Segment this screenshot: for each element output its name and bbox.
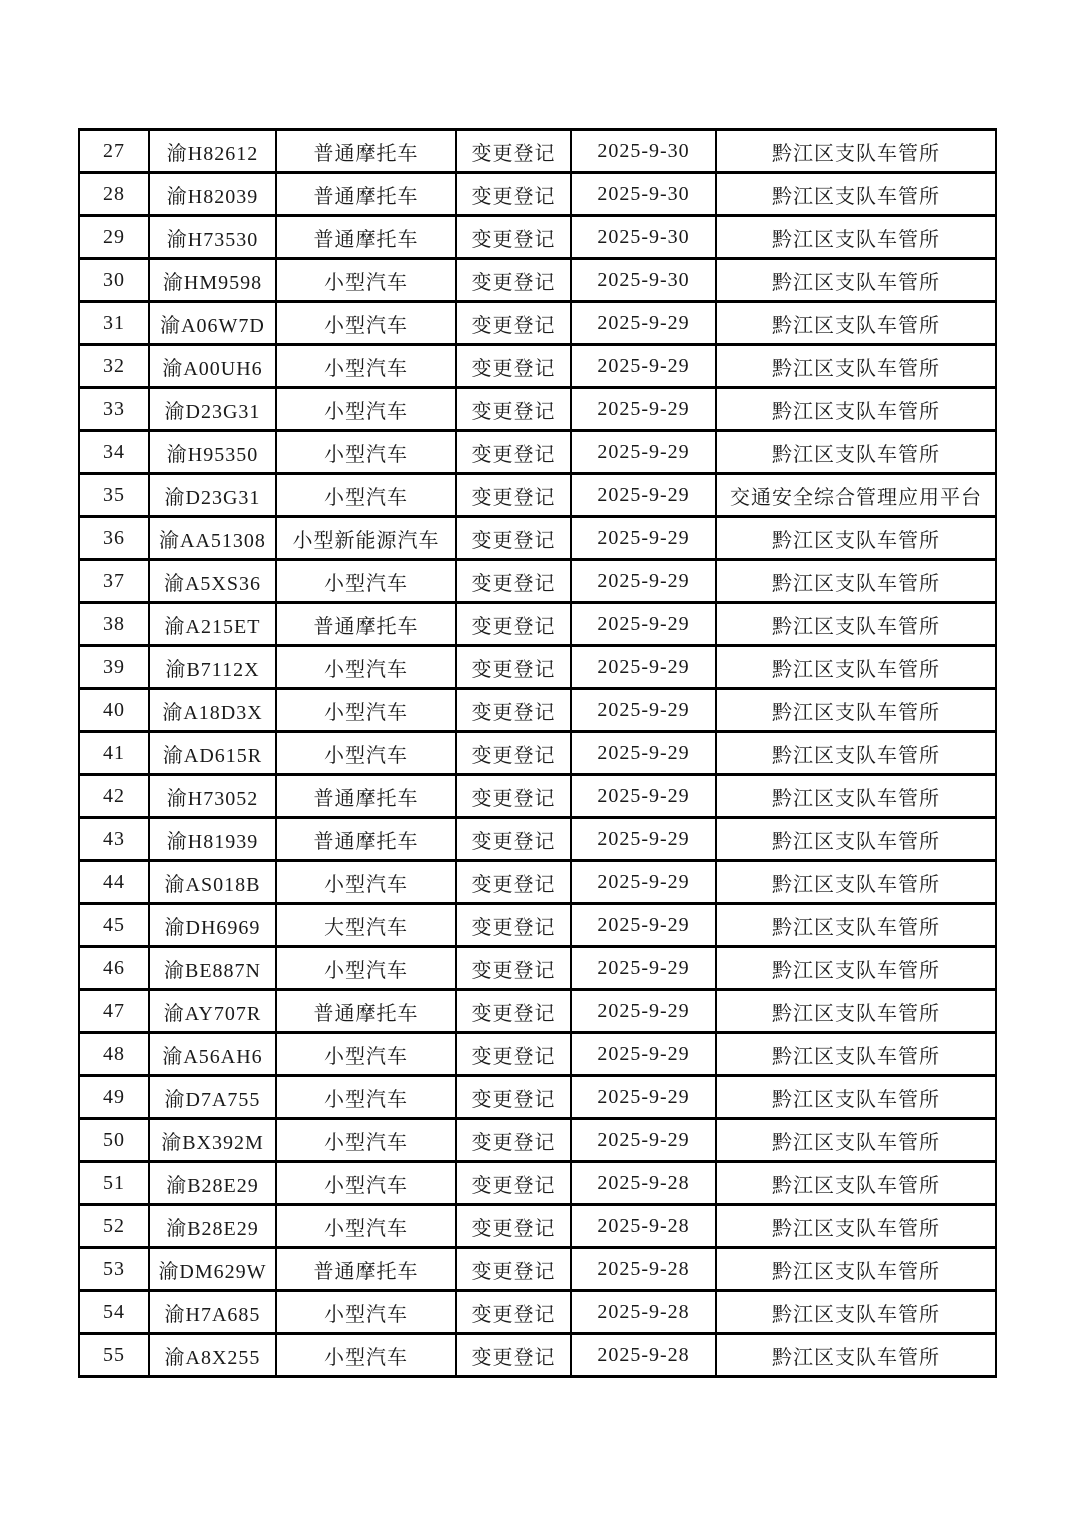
cell-plate-number: 渝HM9598: [149, 259, 276, 302]
table-row: [79, 216, 996, 259]
table-row: [79, 130, 996, 173]
cell-row-number: 46: [79, 947, 149, 990]
cell-row-number: 36: [79, 517, 149, 560]
cell-office: 黔江区支队车管所: [716, 130, 996, 173]
cell-row-number: 55: [79, 1334, 149, 1377]
cell-plate-number: 渝AS018B: [149, 861, 276, 904]
cell-row-number: 43: [79, 818, 149, 861]
cell-row-number: 39: [79, 646, 149, 689]
cell-plate-number: 渝H82612: [149, 130, 276, 173]
cell-vehicle-type: 小型汽车: [276, 560, 456, 603]
cell-date: 2025-9-28: [571, 1334, 716, 1377]
cell-date: 2025-9-29: [571, 517, 716, 560]
cell-vehicle-type: 普通摩托车: [276, 130, 456, 173]
cell-vehicle-type: 小型汽车: [276, 1334, 456, 1377]
cell-vehicle-type: 普通摩托车: [276, 990, 456, 1033]
table-row: [79, 345, 996, 388]
cell-vehicle-type: 小型汽车: [276, 1162, 456, 1205]
cell-date: 2025-9-29: [571, 861, 716, 904]
cell-vehicle-type: 普通摩托车: [276, 603, 456, 646]
cell-date: 2025-9-30: [571, 259, 716, 302]
cell-plate-number: 渝H73052: [149, 775, 276, 818]
table-row: [79, 947, 996, 990]
cell-office: 黔江区支队车管所: [716, 560, 996, 603]
cell-business-type: 变更登记: [456, 646, 571, 689]
cell-vehicle-type: 小型汽车: [276, 1033, 456, 1076]
cell-business-type: 变更登记: [456, 431, 571, 474]
cell-business-type: 变更登记: [456, 1291, 571, 1334]
cell-office: 黔江区支队车管所: [716, 173, 996, 216]
cell-vehicle-type: 小型汽车: [276, 345, 456, 388]
registration-table-body: [79, 130, 996, 1377]
table-row: [79, 990, 996, 1033]
cell-business-type: 变更登记: [456, 216, 571, 259]
cell-row-number: 40: [79, 689, 149, 732]
cell-vehicle-type: 小型汽车: [276, 259, 456, 302]
cell-vehicle-type: 普通摩托车: [276, 1248, 456, 1291]
cell-vehicle-type: 小型汽车: [276, 732, 456, 775]
cell-date: 2025-9-29: [571, 904, 716, 947]
cell-business-type: 变更登记: [456, 1119, 571, 1162]
cell-office: 黔江区支队车管所: [716, 689, 996, 732]
cell-row-number: 34: [79, 431, 149, 474]
cell-date: 2025-9-28: [571, 1162, 716, 1205]
cell-office: 黔江区支队车管所: [716, 517, 996, 560]
cell-plate-number: 渝H81939: [149, 818, 276, 861]
cell-plate-number: 渝A56AH6: [149, 1033, 276, 1076]
cell-business-type: 变更登记: [456, 689, 571, 732]
cell-plate-number: 渝DH6969: [149, 904, 276, 947]
cell-row-number: 54: [79, 1291, 149, 1334]
cell-business-type: 变更登记: [456, 775, 571, 818]
cell-plate-number: 渝A06W7D: [149, 302, 276, 345]
table-row: [79, 904, 996, 947]
cell-row-number: 52: [79, 1205, 149, 1248]
cell-plate-number: 渝A00UH6: [149, 345, 276, 388]
cell-date: 2025-9-29: [571, 302, 716, 345]
cell-date: 2025-9-29: [571, 689, 716, 732]
cell-vehicle-type: 普通摩托车: [276, 818, 456, 861]
cell-row-number: 38: [79, 603, 149, 646]
table-row: [79, 474, 996, 517]
cell-business-type: 变更登记: [456, 1033, 571, 1076]
cell-row-number: 47: [79, 990, 149, 1033]
cell-office: 黔江区支队车管所: [716, 947, 996, 990]
cell-office: 黔江区支队车管所: [716, 216, 996, 259]
cell-plate-number: 渝A18D3X: [149, 689, 276, 732]
cell-date: 2025-9-29: [571, 474, 716, 517]
cell-plate-number: 渝B28E29: [149, 1162, 276, 1205]
cell-office: 黔江区支队车管所: [716, 1291, 996, 1334]
cell-office: 黔江区支队车管所: [716, 904, 996, 947]
cell-business-type: 变更登记: [456, 474, 571, 517]
cell-row-number: 51: [79, 1162, 149, 1205]
cell-business-type: 变更登记: [456, 259, 571, 302]
cell-vehicle-type: 小型汽车: [276, 388, 456, 431]
cell-vehicle-type: 小型新能源汽车: [276, 517, 456, 560]
table-row: [79, 818, 996, 861]
cell-row-number: 50: [79, 1119, 149, 1162]
cell-date: 2025-9-28: [571, 1205, 716, 1248]
cell-row-number: 28: [79, 173, 149, 216]
cell-row-number: 53: [79, 1248, 149, 1291]
vehicle-registration-table: [78, 128, 997, 1378]
cell-row-number: 31: [79, 302, 149, 345]
table-row: [79, 173, 996, 216]
cell-vehicle-type: 小型汽车: [276, 689, 456, 732]
cell-office: 黔江区支队车管所: [716, 431, 996, 474]
cell-office: 黔江区支队车管所: [716, 1119, 996, 1162]
cell-office: 黔江区支队车管所: [716, 861, 996, 904]
table-row: [79, 1334, 996, 1377]
cell-date: 2025-9-29: [571, 1033, 716, 1076]
cell-date: 2025-9-29: [571, 345, 716, 388]
cell-vehicle-type: 小型汽车: [276, 1119, 456, 1162]
table-row: [79, 302, 996, 345]
table-row: [79, 1162, 996, 1205]
cell-business-type: 变更登记: [456, 904, 571, 947]
cell-plate-number: 渝H82039: [149, 173, 276, 216]
table-row: [79, 1076, 996, 1119]
cell-business-type: 变更登记: [456, 603, 571, 646]
cell-date: 2025-9-29: [571, 560, 716, 603]
cell-office: 黔江区支队车管所: [716, 775, 996, 818]
cell-plate-number: 渝B28E29: [149, 1205, 276, 1248]
cell-business-type: 变更登记: [456, 1334, 571, 1377]
cell-row-number: 27: [79, 130, 149, 173]
table-row: [79, 603, 996, 646]
cell-plate-number: 渝AD615R: [149, 732, 276, 775]
cell-business-type: 变更登记: [456, 1076, 571, 1119]
cell-office: 黔江区支队车管所: [716, 388, 996, 431]
cell-plate-number: 渝H7A685: [149, 1291, 276, 1334]
cell-row-number: 41: [79, 732, 149, 775]
table-row: [79, 861, 996, 904]
cell-business-type: 变更登记: [456, 1162, 571, 1205]
cell-vehicle-type: 小型汽车: [276, 1291, 456, 1334]
cell-business-type: 变更登记: [456, 130, 571, 173]
cell-business-type: 变更登记: [456, 861, 571, 904]
cell-plate-number: 渝A5XS36: [149, 560, 276, 603]
table-row: [79, 388, 996, 431]
cell-plate-number: 渝B7112X: [149, 646, 276, 689]
cell-vehicle-type: 小型汽车: [276, 1205, 456, 1248]
cell-business-type: 变更登记: [456, 173, 571, 216]
cell-date: 2025-9-29: [571, 818, 716, 861]
cell-row-number: 45: [79, 904, 149, 947]
cell-date: 2025-9-29: [571, 1119, 716, 1162]
cell-office: 黔江区支队车管所: [716, 1033, 996, 1076]
cell-plate-number: 渝AY707R: [149, 990, 276, 1033]
cell-plate-number: 渝A215ET: [149, 603, 276, 646]
cell-date: 2025-9-29: [571, 431, 716, 474]
cell-vehicle-type: 普通摩托车: [276, 216, 456, 259]
table-row: [79, 732, 996, 775]
table-row: [79, 775, 996, 818]
cell-vehicle-type: 小型汽车: [276, 431, 456, 474]
cell-vehicle-type: 普通摩托车: [276, 173, 456, 216]
cell-office: 黔江区支队车管所: [716, 603, 996, 646]
cell-office: 黔江区支队车管所: [716, 1162, 996, 1205]
cell-row-number: 29: [79, 216, 149, 259]
cell-office: 黔江区支队车管所: [716, 1248, 996, 1291]
cell-business-type: 变更登记: [456, 560, 571, 603]
cell-vehicle-type: 小型汽车: [276, 947, 456, 990]
cell-business-type: 变更登记: [456, 302, 571, 345]
table-row: [79, 431, 996, 474]
cell-vehicle-type: 小型汽车: [276, 474, 456, 517]
cell-date: 2025-9-29: [571, 1076, 716, 1119]
cell-business-type: 变更登记: [456, 345, 571, 388]
cell-row-number: 49: [79, 1076, 149, 1119]
cell-business-type: 变更登记: [456, 1248, 571, 1291]
cell-date: 2025-9-28: [571, 1248, 716, 1291]
cell-row-number: 37: [79, 560, 149, 603]
cell-date: 2025-9-29: [571, 990, 716, 1033]
cell-row-number: 48: [79, 1033, 149, 1076]
cell-plate-number: 渝D23G31: [149, 388, 276, 431]
cell-plate-number: 渝BE887N: [149, 947, 276, 990]
cell-vehicle-type: 大型汽车: [276, 904, 456, 947]
cell-office: 黔江区支队车管所: [716, 990, 996, 1033]
cell-plate-number: 渝BX392M: [149, 1119, 276, 1162]
cell-office: 黔江区支队车管所: [716, 1076, 996, 1119]
cell-office: 交通安全综合管理应用平台: [716, 474, 996, 517]
cell-office: 黔江区支队车管所: [716, 1205, 996, 1248]
cell-row-number: 33: [79, 388, 149, 431]
cell-vehicle-type: 普通摩托车: [276, 775, 456, 818]
table-row: [79, 1119, 996, 1162]
cell-vehicle-type: 小型汽车: [276, 646, 456, 689]
cell-plate-number: 渝DM629W: [149, 1248, 276, 1291]
cell-office: 黔江区支队车管所: [716, 1334, 996, 1377]
table-row: [79, 1248, 996, 1291]
cell-plate-number: 渝AA51308: [149, 517, 276, 560]
table-row: [79, 646, 996, 689]
table-row: [79, 517, 996, 560]
cell-row-number: 35: [79, 474, 149, 517]
table-row: [79, 1291, 996, 1334]
cell-date: 2025-9-29: [571, 775, 716, 818]
cell-office: 黔江区支队车管所: [716, 302, 996, 345]
cell-row-number: 42: [79, 775, 149, 818]
cell-date: 2025-9-30: [571, 130, 716, 173]
cell-business-type: 变更登记: [456, 818, 571, 861]
cell-business-type: 变更登记: [456, 1205, 571, 1248]
cell-date: 2025-9-29: [571, 646, 716, 689]
cell-row-number: 32: [79, 345, 149, 388]
cell-vehicle-type: 小型汽车: [276, 302, 456, 345]
cell-office: 黔江区支队车管所: [716, 732, 996, 775]
table-row: [79, 259, 996, 302]
table-row: [79, 1205, 996, 1248]
cell-date: 2025-9-30: [571, 173, 716, 216]
cell-date: 2025-9-29: [571, 603, 716, 646]
cell-business-type: 变更登记: [456, 947, 571, 990]
cell-plate-number: 渝H95350: [149, 431, 276, 474]
cell-row-number: 44: [79, 861, 149, 904]
table-row: [79, 1033, 996, 1076]
cell-vehicle-type: 小型汽车: [276, 1076, 456, 1119]
cell-business-type: 变更登记: [456, 517, 571, 560]
cell-business-type: 变更登记: [456, 388, 571, 431]
cell-date: 2025-9-29: [571, 388, 716, 431]
cell-date: 2025-9-30: [571, 216, 716, 259]
table-row: [79, 560, 996, 603]
cell-plate-number: 渝H73530: [149, 216, 276, 259]
cell-office: 黔江区支队车管所: [716, 818, 996, 861]
cell-plate-number: 渝D23G31: [149, 474, 276, 517]
cell-office: 黔江区支队车管所: [716, 646, 996, 689]
cell-office: 黔江区支队车管所: [716, 345, 996, 388]
cell-plate-number: 渝D7A755: [149, 1076, 276, 1119]
cell-date: 2025-9-29: [571, 732, 716, 775]
cell-vehicle-type: 小型汽车: [276, 861, 456, 904]
cell-business-type: 变更登记: [456, 990, 571, 1033]
cell-date: 2025-9-28: [571, 1291, 716, 1334]
cell-date: 2025-9-29: [571, 947, 716, 990]
table-row: [79, 689, 996, 732]
cell-plate-number: 渝A8X255: [149, 1334, 276, 1377]
cell-row-number: 30: [79, 259, 149, 302]
cell-office: 黔江区支队车管所: [716, 259, 996, 302]
cell-business-type: 变更登记: [456, 732, 571, 775]
